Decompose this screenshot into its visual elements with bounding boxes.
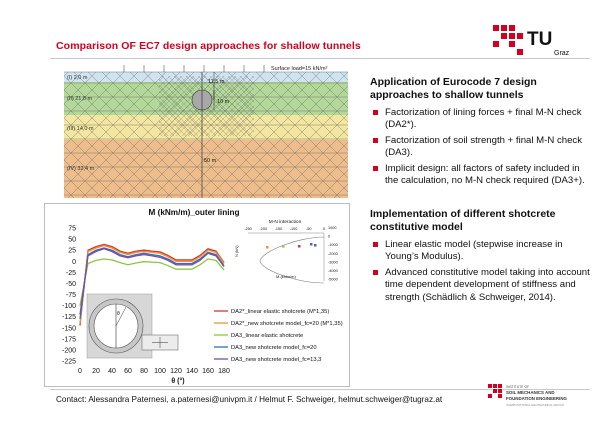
dim-label: 50 m	[204, 158, 217, 164]
section-ec7-heading: Application of Eurocode 7 design approaches to shallow tunnels	[370, 76, 537, 101]
bullet-item	[370, 107, 590, 132]
y-tick-label: -25	[65, 269, 76, 277]
inset-x-tick: 0	[322, 227, 326, 231]
dim-label: 11,5 m	[208, 79, 225, 85]
inset-y-tick: -3000	[328, 260, 338, 265]
bullet-item	[370, 163, 590, 188]
logo-line: FOUNDATION ENGINEERING	[506, 396, 567, 401]
y-tick-label: -200	[61, 347, 76, 355]
dim-label: 10 m	[217, 99, 230, 105]
institute-logo	[486, 380, 586, 416]
logo-line: COMPUTATIONAL GEOTECHNICS GROUP	[506, 403, 564, 407]
section-ec7	[370, 76, 590, 190]
inset-y-tick: -5000	[328, 277, 338, 282]
logo-line: INSTITUTE OF	[506, 385, 530, 389]
bullet-item	[370, 135, 590, 160]
bullet-text: Factorization of soil strength + final M-N check (DA3).	[385, 134, 583, 159]
layer-label: (III) 14,0 m	[67, 126, 94, 132]
logo-line: SOIL MECHANICS AND	[506, 390, 555, 395]
inset-x-tick: -250	[244, 227, 252, 231]
inset-x-label: M (kNm/m)	[276, 274, 296, 279]
svg-text:θ: θ	[117, 311, 120, 317]
x-tick-label: 160	[202, 368, 214, 375]
legend-label: DA3_new shotcrete model_fc=13,3	[231, 357, 322, 363]
x-axis-label: θ (°)	[171, 378, 185, 385]
legend-label: DA2*_new shotcrete model_fc=20 (M*1,35)	[231, 321, 343, 327]
x-tick-label: 180	[218, 368, 230, 375]
x-tick-label: 100	[154, 368, 166, 375]
tu-graz-logo	[493, 20, 593, 60]
y-tick-label: -150	[61, 325, 76, 333]
inset-point-da3-new	[310, 243, 313, 246]
bullet-item	[370, 239, 590, 264]
legend-label: DA3_new shotcrete model_fc=20	[231, 345, 317, 351]
inset-y-tick: -4000	[328, 269, 338, 273]
surface-load-label: Surface load=15 kN/m²	[271, 66, 328, 72]
inset-point-da2-new	[266, 246, 269, 249]
bullet-text: Advanced constitutive model taking into account time dependent development of stiffness and strength (Schädlich & Schweiger, 2014).	[385, 266, 590, 303]
inset-x-tick: -50	[306, 227, 312, 231]
x-tick-label: 140	[186, 368, 198, 375]
y-tick-label: -175	[61, 336, 76, 344]
moment-chart	[44, 203, 350, 387]
inset-point-da2-linear	[298, 245, 301, 248]
y-tick-label: 25	[68, 247, 76, 255]
layer-label: (II) 21,8 m	[67, 96, 93, 102]
logo-sub: Graz	[554, 50, 570, 57]
chart-title: M (kNm/m)_outer lining	[148, 208, 240, 217]
x-tick-label: 60	[124, 368, 132, 375]
inset-y-label: N (kN)	[234, 245, 239, 257]
bullet-text: Linear elastic model (stepwise increase in Young’s Modulus).	[385, 239, 563, 263]
y-tick-label: -75	[65, 292, 76, 299]
inset-y-tick: 0	[328, 234, 331, 239]
logo-letters: TU	[527, 29, 553, 50]
inset-x-tick: -100	[289, 227, 298, 231]
section-shotcrete	[370, 208, 590, 307]
inset-title: M-N interaction	[268, 220, 302, 225]
y-tick-label: -125	[61, 314, 76, 322]
y-tick-label: -50	[65, 280, 76, 288]
inset-y-tick: 1000	[328, 226, 337, 230]
layer-label: (I) 2,0 m	[67, 75, 88, 81]
y-tick-label: 0	[72, 258, 76, 266]
legend-label: DA3_linear elastic shotcrete	[231, 333, 304, 339]
y-tick-label: -100	[61, 303, 76, 311]
section-shotcrete-heading: Implementation of different shotcrete constitutive model	[370, 208, 556, 233]
inset-x-tick: -200	[259, 227, 268, 231]
layer-label: (IV) 32,4 m	[67, 166, 95, 172]
contact-footer: Contact: Alessandra Paternesi, a.paternesi@univpm.it / Helmut F. Schweiger, helmut.schweiger@tugraz.at	[56, 395, 443, 404]
y-tick-label: 50	[68, 236, 76, 244]
x-tick-label: 20	[92, 368, 100, 375]
inset-point-da3-linear	[282, 245, 285, 248]
inset-x-tick: -150	[274, 227, 283, 231]
fe-model-figure	[64, 62, 348, 198]
y-tick-label: 75	[68, 225, 76, 233]
x-tick-label: 40	[108, 368, 116, 375]
bullet-text: Implicit design: all factors of safety included in the calculation, no M-N check required (DA3+).	[385, 162, 585, 187]
bullet-text: Factorization of lining forces + final M-N check (DA2*).	[385, 107, 582, 131]
legend-label: DA2*_linear elastic shotcrete (M*1,35)	[231, 309, 330, 315]
inset-point-da3-fc13	[314, 244, 317, 247]
x-tick-label: 0	[78, 368, 82, 375]
mn-interaction-inset	[230, 217, 348, 283]
slide-title: Comparison OF EC7 design approaches for shallow tunnels	[56, 40, 361, 52]
y-tick-label: -225	[61, 358, 76, 366]
inset-y-tick: -1000	[328, 243, 338, 248]
inset-y-tick: -2000	[328, 251, 338, 256]
x-tick-label: 80	[140, 368, 148, 375]
x-tick-label: 120	[170, 368, 182, 375]
bullet-item	[370, 267, 590, 304]
